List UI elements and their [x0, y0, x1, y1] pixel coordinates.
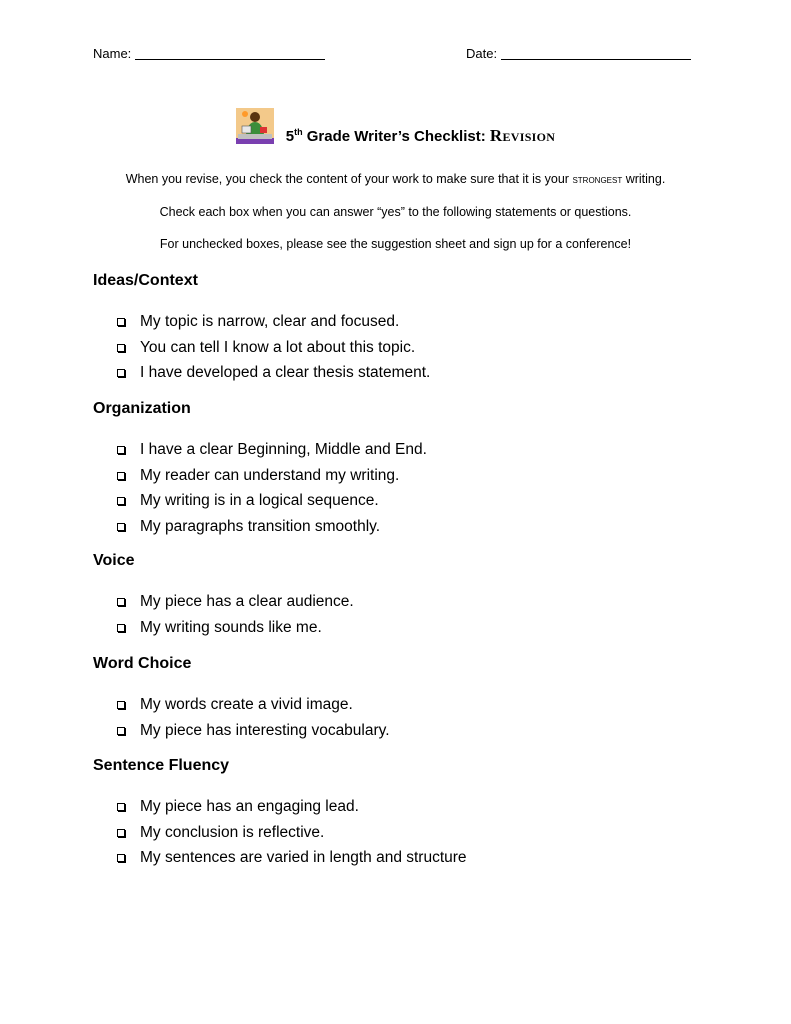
checkbox-icon[interactable]	[117, 803, 125, 811]
checkbox-icon[interactable]	[117, 369, 125, 377]
checkbox-icon[interactable]	[117, 344, 125, 352]
checklist-item[interactable]: My topic is narrow, clear and focused.	[93, 309, 430, 335]
checklist-item[interactable]: My paragraphs transition smoothly.	[93, 514, 427, 540]
checklist-item[interactable]: You can tell I know a lot about this topic.	[93, 335, 430, 361]
checkbox-icon[interactable]	[117, 727, 125, 735]
section-ideas-context	[93, 272, 430, 386]
checklist-item[interactable]: My piece has a clear audience.	[93, 589, 354, 615]
intro-line-3: For unchecked boxes, please see the suggestion sheet and sign up for a conference!	[159, 237, 632, 251]
section-heading: Word Choice	[93, 655, 192, 672]
emphasis-strongest: strongest	[572, 174, 623, 186]
checkbox-icon[interactable]	[117, 701, 125, 709]
checkbox-icon[interactable]	[117, 472, 125, 480]
intro-line-2: Check each box when you can answer “yes” to the following statements or questions.	[159, 205, 632, 219]
section-heading: Voice	[93, 552, 135, 569]
checklist-item[interactable]: My piece has an engaging lead.	[93, 794, 467, 820]
checkbox-icon[interactable]	[117, 854, 125, 862]
date-field[interactable]	[466, 46, 691, 61]
page-title: 5th Grade Writer’s Checklist: Revision	[285, 126, 556, 145]
checkbox-icon[interactable]	[117, 318, 125, 326]
name-label: Name:	[93, 46, 132, 61]
section-heading: Organization	[93, 400, 191, 417]
checklist-item[interactable]: My sentences are varied in length and structure	[93, 845, 467, 871]
page-subtitle: Revision	[489, 126, 556, 145]
section-sentence-fluency	[93, 757, 467, 871]
section-word-choice	[93, 655, 390, 743]
intro-line-1: When you revise, you check the content of your work to make sure that it is your strongest writing.	[125, 172, 666, 186]
checkbox-icon[interactable]	[117, 624, 125, 632]
date-blank-line[interactable]	[501, 59, 691, 60]
name-field[interactable]	[93, 46, 325, 61]
checkbox-icon[interactable]	[117, 497, 125, 505]
section-heading: Sentence Fluency	[93, 757, 230, 774]
section-heading: Ideas/Context	[93, 272, 198, 289]
checklist-item[interactable]: My words create a vivid image.	[93, 692, 390, 718]
checkbox-icon[interactable]	[117, 523, 125, 531]
checklist-item[interactable]: I have a clear Beginning, Middle and End.	[93, 437, 427, 463]
name-blank-line[interactable]	[135, 59, 325, 60]
writer-clipart-icon	[236, 108, 274, 144]
section-organization	[93, 400, 427, 539]
checkbox-icon[interactable]	[117, 446, 125, 454]
checklist-item[interactable]: My reader can understand my writing.	[93, 463, 427, 489]
section-voice	[93, 552, 354, 640]
date-label: Date:	[466, 46, 498, 61]
checklist-item[interactable]: My writing sounds like me.	[93, 615, 354, 641]
checkbox-icon[interactable]	[117, 598, 125, 606]
checklist-item[interactable]: My writing is in a logical sequence.	[93, 488, 427, 514]
title-block	[0, 112, 791, 146]
checklist-item[interactable]: I have developed a clear thesis statement.	[93, 360, 430, 386]
checkbox-icon[interactable]	[117, 829, 125, 837]
checklist-item[interactable]: My piece has interesting vocabulary.	[93, 718, 390, 744]
checklist-item[interactable]: My conclusion is reflective.	[93, 820, 467, 846]
